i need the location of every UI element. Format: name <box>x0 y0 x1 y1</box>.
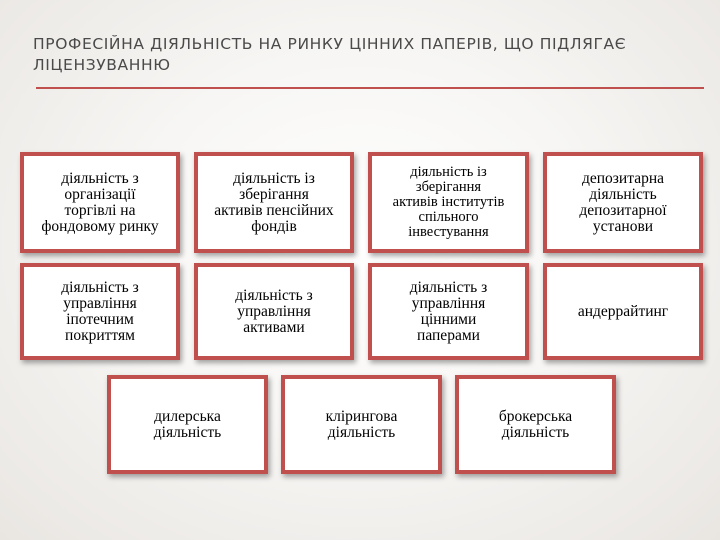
slide-title: ПРОФЕСІЙНА ДІЯЛЬНІСТЬ НА РИНКУ ЦІННИХ ПАПЕРІВ, ЩО ПІДЛЯГАЄ ЛІЦЕНЗУВАННЮ <box>33 35 627 74</box>
box-label: діяльність з організації торгівлі на фондовому ринку <box>41 169 159 235</box>
box-label: діяльність із зберігання активів інститутів спільного інвестування <box>392 164 505 240</box>
title-divider <box>36 87 704 89</box>
box-label: депозитарна діяльність депозитарної установи <box>579 169 667 235</box>
box-dealer-activity <box>107 375 268 474</box>
box-label: кліринговa діяльність <box>325 407 398 441</box>
box-securities-management <box>368 263 529 360</box>
box-mortgage-coverage-management <box>20 263 180 360</box>
box-label: брокерська діяльність <box>498 407 573 441</box>
box-pension-assets-custody <box>194 152 354 253</box>
box-collective-investment-custody <box>368 152 529 253</box>
box-broker-activity <box>455 375 616 474</box>
box-label: діяльність із зберігання активів пенсійних фондів <box>214 169 334 235</box>
box-label: андеррайтинг <box>577 302 669 320</box>
box-clearing-activity <box>281 375 442 474</box>
box-label: діяльність з управління активами <box>235 286 313 336</box>
box-asset-management <box>194 263 354 360</box>
box-label: діяльність з управління іпотечним покриттям <box>61 278 139 344</box>
box-trading-organization <box>20 152 180 253</box>
box-label: дилерська діяльність <box>153 407 222 441</box>
box-depository-activity <box>543 152 703 253</box>
box-label: діяльність з управління цінними паперами <box>409 278 488 344</box>
box-underwriting <box>543 263 703 360</box>
